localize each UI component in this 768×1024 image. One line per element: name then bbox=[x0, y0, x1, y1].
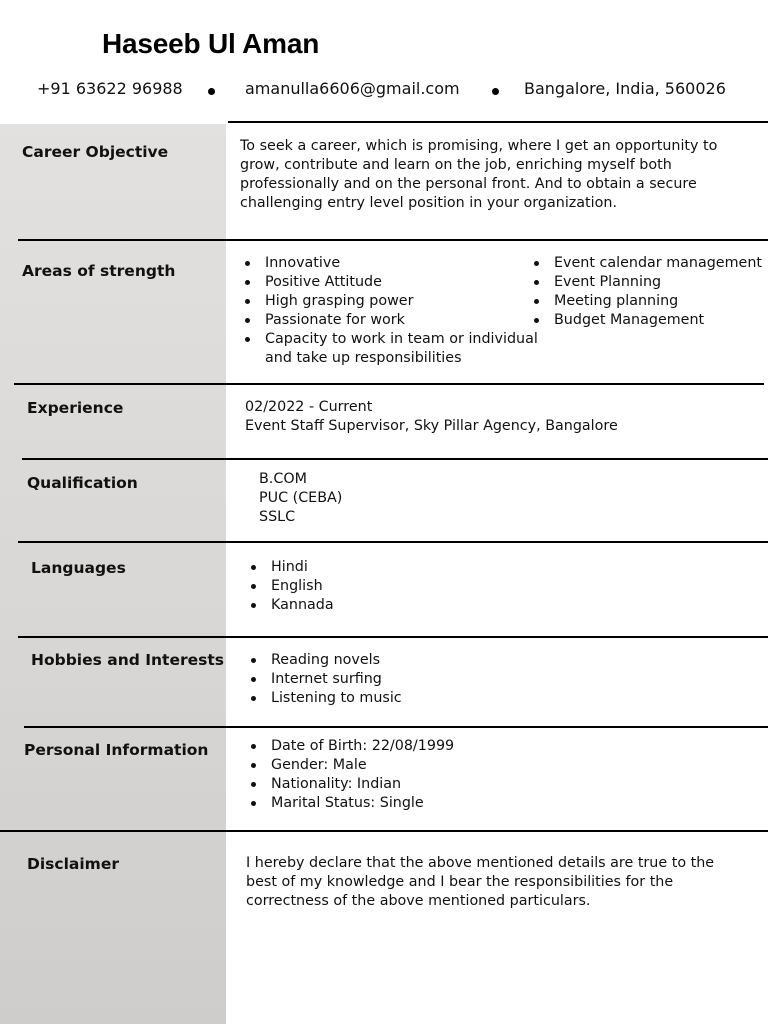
phone-number: +91 63622 96988 bbox=[37, 79, 183, 98]
strengths-left-list bbox=[240, 254, 545, 368]
separator-dot bbox=[492, 88, 499, 95]
strengths-right-list bbox=[529, 254, 768, 330]
section-title-languages: Languages bbox=[31, 559, 126, 577]
list-item: Marital Status: Single bbox=[246, 794, 596, 813]
divider bbox=[18, 636, 768, 638]
list-item: Gender: Male bbox=[246, 756, 596, 775]
section-title-disclaimer: Disclaimer bbox=[27, 855, 119, 873]
experience-period: 02/2022 - Current bbox=[245, 399, 373, 415]
section-title-experience: Experience bbox=[27, 399, 124, 417]
location: Bangalore, India, 560026 bbox=[524, 79, 726, 98]
list-item: Budget Management bbox=[529, 311, 768, 330]
hobbies-list bbox=[246, 651, 546, 708]
qualification-item: B.COM bbox=[259, 471, 307, 487]
disclaimer-text: I hereby declare that the above mentioned details are true to the best of my knowledge and I bear the responsibilities for the correctness of the above mentioned particulars. bbox=[246, 855, 715, 909]
experience-body bbox=[245, 398, 745, 436]
list-item: Meeting planning bbox=[529, 292, 768, 311]
languages-list bbox=[246, 558, 546, 615]
section-title-career-objective: Career Objective bbox=[22, 143, 169, 161]
qualification-item: PUC (CEBA) bbox=[259, 490, 343, 506]
email-address: amanulla6606@gmail.com bbox=[245, 79, 460, 98]
list-item: Nationality: Indian bbox=[246, 775, 596, 794]
list-item: Positive Attitude bbox=[240, 273, 545, 292]
qualification-list bbox=[259, 470, 559, 527]
disclaimer-body bbox=[246, 854, 736, 911]
personal-info-list bbox=[246, 737, 596, 813]
career-objective-text: To seek a career, which is promising, where I get an opportunity to grow, contribute and learn on the job, enriching myself both professionally and on the personal front. And to obtain a secure challenging entry level position in your organization. bbox=[240, 138, 718, 211]
list-item: Reading novels bbox=[246, 651, 546, 670]
list-item: Event calendar management bbox=[529, 254, 768, 273]
list-item: Kannada bbox=[246, 596, 546, 615]
list-item: Listening to music bbox=[246, 689, 546, 708]
qualification-item: SSLC bbox=[259, 509, 296, 525]
section-title-personal-information: Personal Information bbox=[24, 741, 209, 759]
list-item: Date of Birth: 22/08/1999 bbox=[246, 737, 596, 756]
career-objective-body bbox=[240, 137, 750, 213]
divider bbox=[18, 239, 768, 241]
divider bbox=[228, 121, 768, 123]
list-item: Event Planning bbox=[529, 273, 768, 292]
divider bbox=[22, 458, 768, 460]
section-title-areas-of-strength: Areas of strength bbox=[22, 262, 176, 280]
list-item: Capacity to work in team or individual and take up responsibilities bbox=[240, 330, 545, 368]
divider bbox=[14, 383, 764, 385]
list-item: Hindi bbox=[246, 558, 546, 577]
list-item: High grasping power bbox=[240, 292, 545, 311]
list-item: Passionate for work bbox=[240, 311, 545, 330]
divider bbox=[18, 541, 768, 543]
section-title-hobbies: Hobbies and Interests bbox=[31, 651, 224, 669]
list-item: English bbox=[246, 577, 546, 596]
list-item: Innovative bbox=[240, 254, 545, 273]
list-item: Internet surfing bbox=[246, 670, 546, 689]
divider bbox=[24, 726, 768, 728]
experience-role: Event Staff Supervisor, Sky Pillar Agency, Bangalore bbox=[245, 418, 618, 434]
separator-dot bbox=[208, 88, 215, 95]
section-title-qualification: Qualification bbox=[27, 474, 138, 492]
contact-line bbox=[0, 79, 768, 101]
candidate-name: Haseeb Ul Aman bbox=[102, 28, 320, 59]
divider bbox=[0, 830, 768, 832]
